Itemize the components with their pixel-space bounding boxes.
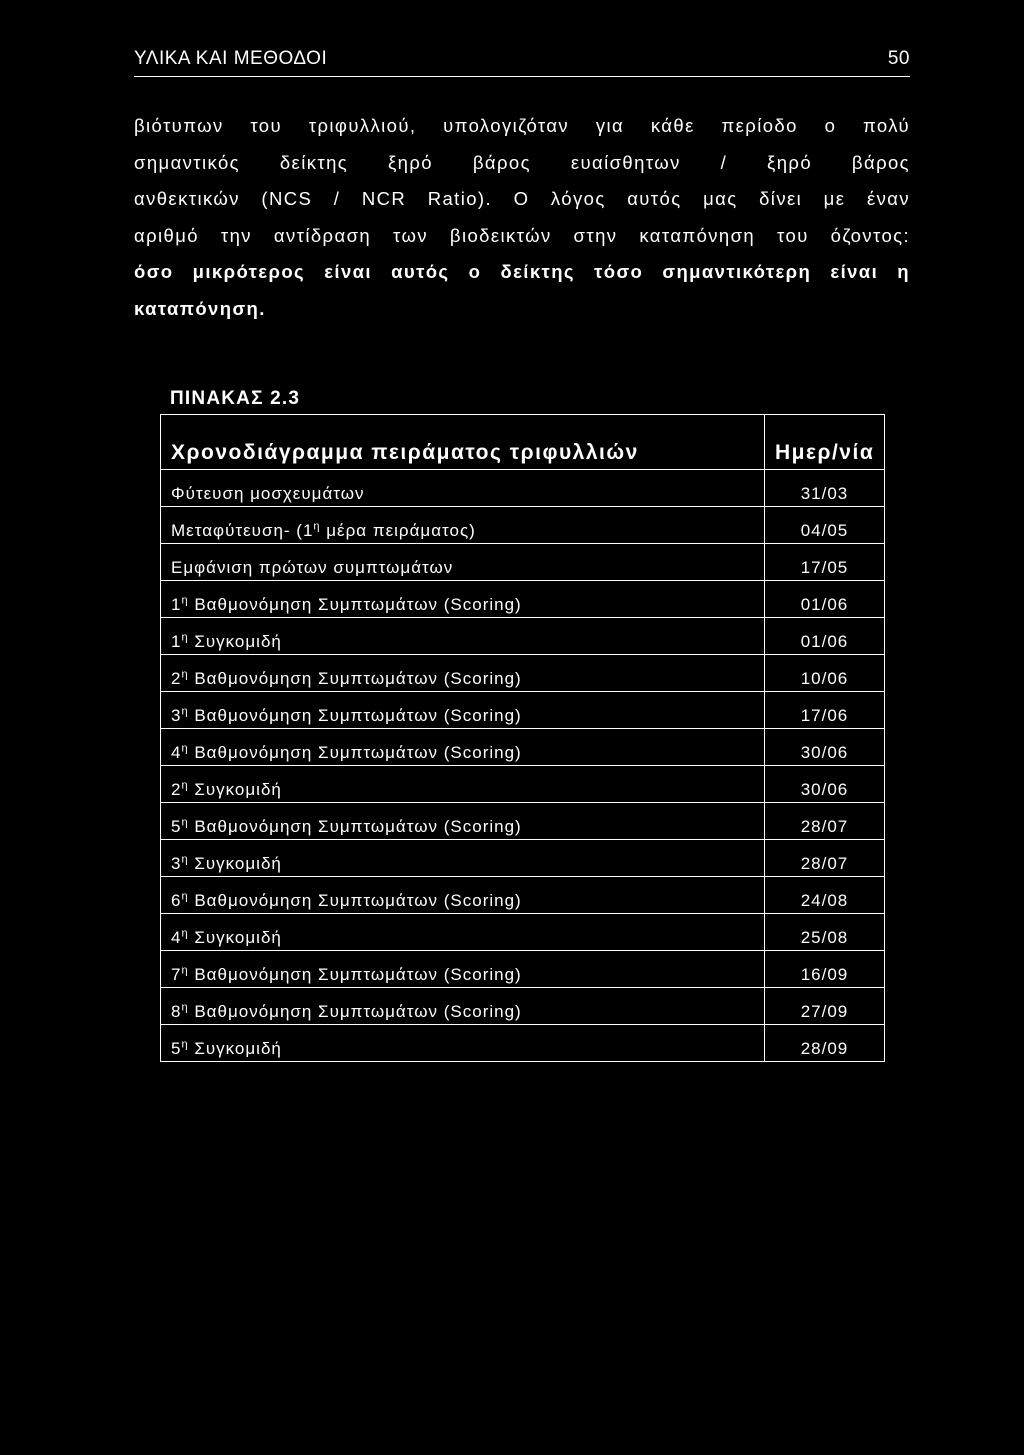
paragraph-line: σημαντικός δείκτης ξηρό βάρος ευαίσθητων / ξηρό βάρος: [134, 151, 910, 173]
ordinal-number: 4: [171, 928, 182, 947]
table-row: [161, 729, 885, 766]
table-row: [161, 1025, 885, 1062]
table-row: [161, 655, 885, 692]
ordinal-suffix: η: [181, 964, 189, 977]
date-cell: 17/05: [765, 544, 885, 581]
event-text: Συγκομιδή: [188, 928, 282, 947]
ordinal-suffix: η: [181, 594, 189, 607]
ordinal-suffix: η: [181, 705, 189, 718]
date-cell: 31/03: [765, 470, 885, 507]
date-cell: 27/09: [765, 988, 885, 1025]
date-cell: 30/06: [765, 729, 885, 766]
ordinal-number: 1: [171, 632, 182, 651]
event-cell: [161, 655, 765, 692]
ordinal-suffix: η: [313, 520, 321, 533]
event-cell: [161, 914, 765, 951]
event-text: Βαθμονόμηση Συμπτωμάτων (Scoring): [188, 817, 522, 836]
table-row: [161, 618, 885, 655]
event-text: Βαθμονόμηση Συμπτωμάτων (Scoring): [188, 891, 522, 910]
event-text: Βαθμονόμηση Συμπτωμάτων (Scoring): [188, 595, 522, 614]
ordinal-suffix: η: [181, 631, 189, 644]
event-text: Εμφάνιση πρώτων συμπτωμάτων: [171, 558, 454, 577]
table-body: [161, 470, 885, 1062]
table-row: [161, 507, 885, 544]
ordinal-suffix: η: [181, 1001, 189, 1014]
event-text: Συγκομιδή: [188, 1039, 282, 1058]
ordinal-suffix: η: [181, 853, 189, 866]
table-row: [161, 803, 885, 840]
ordinal-number: 8: [171, 1002, 182, 1021]
ordinal-number: 2: [171, 669, 182, 688]
event-cell: [161, 581, 765, 618]
page-header: [134, 46, 910, 77]
table-caption: ΠΙΝΑΚΑΣ 2.3: [170, 388, 301, 409]
schedule-table: [160, 414, 885, 1062]
ordinal-number: 5: [171, 1039, 182, 1058]
date-cell: 24/08: [765, 877, 885, 914]
ordinal-number: 5: [171, 817, 182, 836]
event-text: Συγκομιδή: [188, 854, 282, 873]
paragraph-line: καταπόνηση.: [134, 297, 266, 319]
header-event: Χρονοδιάγραμμα πειράματος τριφυλλιών: [161, 415, 765, 470]
ordinal-number: 3: [171, 854, 182, 873]
event-cell: [161, 544, 765, 581]
date-cell: 25/08: [765, 914, 885, 951]
page-number: 50: [887, 48, 910, 69]
ordinal-suffix: η: [181, 816, 189, 829]
date-cell: 28/07: [765, 803, 885, 840]
date-cell: 17/06: [765, 692, 885, 729]
event-cell: [161, 877, 765, 914]
date-cell: 30/06: [765, 766, 885, 803]
event-text: Συγκομιδή: [188, 780, 282, 799]
event-text: Βαθμονόμηση Συμπτωμάτων (Scoring): [188, 706, 522, 725]
ordinal-suffix: η: [181, 1038, 189, 1051]
table-header-row: [161, 415, 885, 470]
table-row: [161, 692, 885, 729]
event-text: Βαθμονόμηση Συμπτωμάτων (Scoring): [188, 965, 522, 984]
ordinal-suffix: η: [181, 668, 189, 681]
table-row: [161, 840, 885, 877]
ordinal-number: 3: [171, 706, 182, 725]
event-cell: [161, 729, 765, 766]
event-cell: [161, 840, 765, 877]
header-date: Ημερ/νία: [765, 415, 885, 470]
table-row: [161, 544, 885, 581]
date-cell: 01/06: [765, 581, 885, 618]
ordinal-suffix: η: [181, 779, 189, 792]
ordinal-number: 2: [171, 780, 182, 799]
table-row: [161, 914, 885, 951]
event-text: Βαθμονόμηση Συμπτωμάτων (Scoring): [188, 1002, 522, 1021]
event-cell: [161, 951, 765, 988]
paragraph-line: ανθεκτικών (NCS / NCR Ratio). Ο λόγος αυτός μας δίνει με έναν: [134, 188, 910, 210]
ordinal-suffix: η: [181, 890, 189, 903]
event-cell: [161, 988, 765, 1025]
event-cell: [161, 470, 765, 507]
event-cell: [161, 507, 765, 544]
table-row: [161, 766, 885, 803]
table-row: [161, 877, 885, 914]
ordinal-number: 6: [171, 891, 182, 910]
event-text: Βαθμονόμηση Συμπτωμάτων (Scoring): [188, 669, 522, 688]
table-row: [161, 581, 885, 618]
table-row: [161, 470, 885, 507]
table-row: [161, 951, 885, 988]
ordinal-number: 1: [171, 595, 182, 614]
ordinal-suffix: η: [181, 927, 189, 940]
paragraph-line: αριθμό την αντίδραση των βιοδεικτών στην καταπόνηση του όζοντος:: [134, 224, 910, 246]
ordinal-number: 4: [171, 743, 182, 762]
date-cell: 04/05: [765, 507, 885, 544]
event-cell: [161, 692, 765, 729]
event-cell: [161, 803, 765, 840]
event-text-tail: μέρα πειράματος): [320, 521, 476, 540]
date-cell: 28/09: [765, 1025, 885, 1062]
body-paragraph: [134, 108, 910, 328]
event-cell: [161, 766, 765, 803]
section-title: ΥΛΙΚΑ ΚΑΙ ΜΕΘΟΔΟΙ: [134, 48, 328, 69]
date-cell: 28/07: [765, 840, 885, 877]
paragraph-line: όσο μικρότερος είναι αυτός ο δείκτης τόσο σημαντικότερη είναι η: [134, 261, 910, 283]
table-row: [161, 988, 885, 1025]
ordinal-number: 7: [171, 965, 182, 984]
event-cell: [161, 618, 765, 655]
date-cell: 10/06: [765, 655, 885, 692]
ordinal-suffix: η: [181, 742, 189, 755]
date-cell: 01/06: [765, 618, 885, 655]
event-text: Μεταφύτευση- (1: [171, 521, 314, 540]
date-cell: 16/09: [765, 951, 885, 988]
event-text: Συγκομιδή: [188, 632, 282, 651]
event-text: Φύτευση μοσχευμάτων: [171, 484, 365, 503]
event-text: Βαθμονόμηση Συμπτωμάτων (Scoring): [188, 743, 522, 762]
paragraph-line: βιότυπων του τριφυλλιού, υπολογιζόταν για κάθε περίοδο ο πολύ: [134, 115, 910, 136]
event-cell: [161, 1025, 765, 1062]
